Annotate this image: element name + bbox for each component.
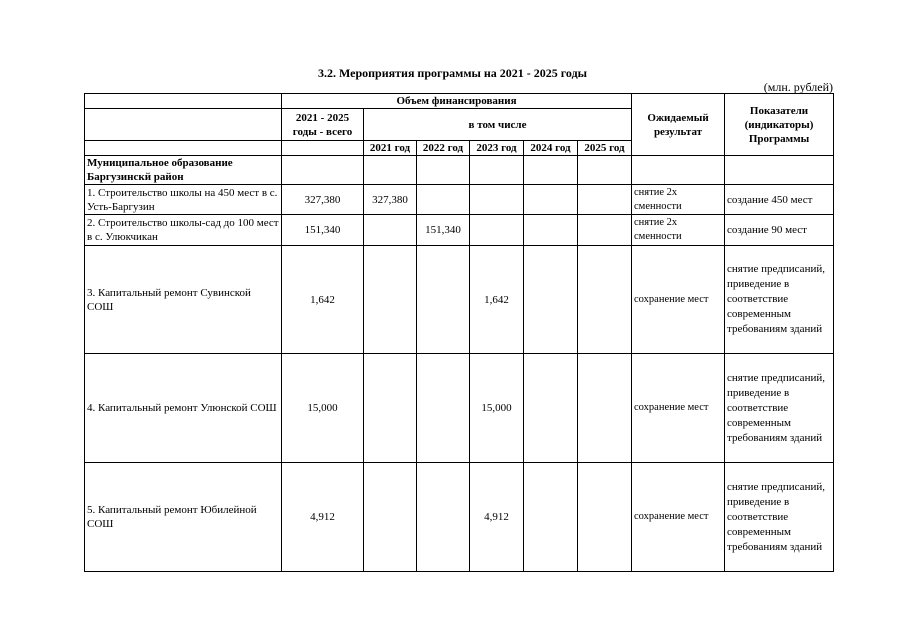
row-total: 15,000 bbox=[282, 354, 364, 463]
row-2021: 327,380 bbox=[364, 185, 417, 215]
header-funding: Объем финансирования bbox=[282, 94, 632, 109]
row-2023: 4,912 bbox=[470, 463, 524, 572]
row-indicator: снятие предписаний, приведение в соответствие современным требованиям зданий bbox=[725, 246, 834, 354]
row-2025 bbox=[578, 185, 632, 215]
program-table bbox=[84, 93, 834, 572]
row-2023 bbox=[470, 215, 524, 246]
row-2025 bbox=[578, 246, 632, 354]
document-title: 3.2. Мероприятия программы на 2021 - 2025 годы bbox=[317, 66, 588, 80]
section-title: Муниципальное образование Баргузинскй район bbox=[85, 156, 282, 185]
row-indicator: снятие предписаний, приведение в соответствие современным требованиям зданий bbox=[725, 463, 834, 572]
row-total: 1,642 bbox=[282, 246, 364, 354]
row-2023 bbox=[470, 185, 524, 215]
table-row bbox=[85, 246, 834, 354]
header-row-1 bbox=[85, 94, 834, 109]
header-empty-name-3 bbox=[85, 141, 282, 156]
row-2023: 15,000 bbox=[470, 354, 524, 463]
header-empty-total bbox=[282, 141, 364, 156]
row-2021 bbox=[364, 354, 417, 463]
row-2023: 1,642 bbox=[470, 246, 524, 354]
row-2025 bbox=[578, 463, 632, 572]
row-2024 bbox=[524, 463, 578, 572]
section-row bbox=[85, 156, 834, 185]
units-label: (млн. рублей) bbox=[763, 80, 833, 94]
table-row bbox=[85, 185, 834, 215]
row-result: сохранение мест bbox=[632, 463, 725, 572]
header-result: Ожидаемый результат bbox=[632, 94, 725, 156]
header-year-2021: 2021 год bbox=[364, 141, 417, 156]
row-name: 2. Строительство школы-сад до 100 мест в с. Улюкчикан bbox=[85, 215, 282, 246]
row-indicator: создание 90 мест bbox=[725, 215, 834, 246]
row-2022 bbox=[417, 463, 470, 572]
row-total: 151,340 bbox=[282, 215, 364, 246]
row-2021 bbox=[364, 246, 417, 354]
row-name: 3. Капитальный ремонт Сувинской СОШ bbox=[85, 246, 282, 354]
row-2021 bbox=[364, 463, 417, 572]
row-2022: 151,340 bbox=[417, 215, 470, 246]
row-2024 bbox=[524, 246, 578, 354]
row-2024 bbox=[524, 185, 578, 215]
table-row bbox=[85, 354, 834, 463]
row-2022 bbox=[417, 185, 470, 215]
row-2025 bbox=[578, 215, 632, 246]
row-2022 bbox=[417, 354, 470, 463]
header-year-2023: 2023 год bbox=[470, 141, 524, 156]
row-result: снятие 2х сменности bbox=[632, 185, 725, 215]
header-empty-name-2 bbox=[85, 109, 282, 141]
row-2024 bbox=[524, 354, 578, 463]
header-indicators: Показатели (индикаторы) Программы bbox=[725, 94, 834, 156]
header-year-2025: 2025 год bbox=[578, 141, 632, 156]
header-year-2024: 2024 год bbox=[524, 141, 578, 156]
row-indicator: создание 450 мест bbox=[725, 185, 834, 215]
header-year-2022: 2022 год bbox=[417, 141, 470, 156]
row-name: 4. Капитальный ремонт Улюнской СОШ bbox=[85, 354, 282, 463]
row-result: снятие 2х сменности bbox=[632, 215, 725, 246]
row-result: сохранение мест bbox=[632, 354, 725, 463]
table-row bbox=[85, 215, 834, 246]
row-indicator: снятие предписаний, приведение в соответствие современным требованиям зданий bbox=[725, 354, 834, 463]
row-total: 4,912 bbox=[282, 463, 364, 572]
row-name: 1. Строительство школы на 450 мест в с. Усть-Баргузин bbox=[85, 185, 282, 215]
row-total: 327,380 bbox=[282, 185, 364, 215]
header-total: 2021 - 2025 годы - всего bbox=[282, 109, 364, 141]
row-2021 bbox=[364, 215, 417, 246]
row-result: сохранение мест bbox=[632, 246, 725, 354]
table-row bbox=[85, 463, 834, 572]
row-2025 bbox=[578, 354, 632, 463]
row-2024 bbox=[524, 215, 578, 246]
row-name: 5. Капитальный ремонт Юбилейной СОШ bbox=[85, 463, 282, 572]
header-including: в том числе bbox=[364, 109, 632, 141]
row-2022 bbox=[417, 246, 470, 354]
header-empty-name bbox=[85, 94, 282, 109]
